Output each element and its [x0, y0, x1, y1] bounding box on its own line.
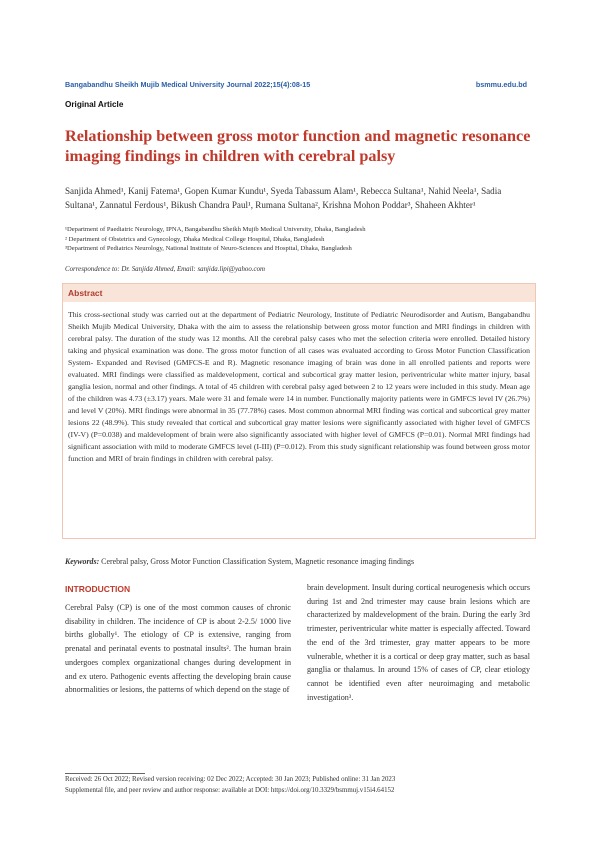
affiliation-1: ¹Department of Paediatric Neurology, IPNA, Bangabandhu Sheikh Mujib Medical University, Dhaka, Bangladesh [65, 226, 366, 233]
received-dates-note: Received: 26 Oct 2022; Revised version receiving: 02 Dec 2022; Accepted: 30 Jan 2023; Published online: 31 Jan 2023 [65, 776, 396, 783]
author-list: Sanjida Ahmed¹, Kanij Fatema¹, Gopen Kumar Kundu¹, Syeda Tabassum Alam¹, Rebecca Sultana¹, Nahid Neela¹, Sadia Sultana¹, Zannatul Ferdous¹, Bikush Chandra Paul¹, Rumana Sultana², Krishna Mohon Poddar³, Shaheen Akhter¹ [65, 186, 502, 210]
keywords-text: Cerebral palsy, Gross Motor Function Classification System, Magnetic resonance imaging findings [99, 557, 415, 566]
affiliation-3: ³Department of Pediatrics Neurology, National Institute of Neuro-Sciences and Hospital, Dhaka, Bangladesh [65, 245, 352, 252]
introduction-column-left: Cerebral Palsy (CP) is one of the most common causes of chronic disability in children. The incidence of CP is about 2-2.5/ 1000 live births globally¹. The etiology of CP is extensive, ranging from prenatal and perinatal events to postnatal insults². The human brain undergoes complex organizational changes during development in and ex utero. Pathogenic events affecting the developing brain cause abnormalities or lesions, the patterns of which depend on the stage of [65, 603, 291, 695]
introduction-heading: INTRODUCTION [65, 584, 131, 594]
journal-header: Bangabandhu Sheikh Mujib Medical University Journal 2022;15(4):08-15 [65, 80, 311, 89]
footer-divider [65, 773, 145, 774]
correspondence-line: Correspondence to: Dr. Sanjida Ahmed, Email: sanjida.lipi@yahoo.com [65, 266, 266, 273]
abstract-box [62, 283, 536, 539]
affiliation-2: ² Department of Obstetrics and Gynecology, Dhaka Medical College Hospital, Dhaka, Bangladesh [65, 236, 325, 243]
keywords-label: Keywords: [65, 557, 100, 566]
introduction-column-right: brain development. Insult during cortical neurogenesis which occurs during 1st and 2nd trimester may cause brain lesions which are characterized by maldevelopment of the brain. During the early 3rd trimester, periventricular white matter is especially affected. Toward the end of the 3rd trimester, gray matter appears to be more vulnerable, whether it is a cortical or deep gray matter, such as basal ganglia or thalamus. In around 15% of cases of CP, clear etiology cannot be identified even after neuroimaging and metabolic investigation³. [307, 583, 530, 702]
article-type-label: Original Article [65, 100, 124, 109]
keywords-line [65, 557, 414, 566]
abstract-text: This cross-sectional study was carried out at the department of Pediatric Neurology, Institute of Pediatric Neurodisorder and Autism, Bangabandhu Sheikh Mujib Medical University, Dhaka with the aim to assess the relationship between gross motor function and MRI findings in children with cerebral palsy. The duration of the study was 12 months. All the cerebral palsy cases who met the selection criteria were enrolled. Detailed history taking and physical examination was done. The gross motor function of all cases was evaluated according to Gross Motor Function Classification System- Expanded and Revised (GMFCS-E and R). Magnetic resonance imaging of brain was done in all enrolled patients and reports were evaluated. MRI findings were classified as maldevelopment, cortical and subcortical gray matter lesion, periventricular white matter injury, basal ganglia lesion, normal and other findings. A total of 45 children with cerebral palsy aged between 2 to 12 years were included in this study. Mean age of the children was 4.73 (±3.17) years. Male were 31 and female were 14 in number. Functionally majority patients were in GMFCS level IV (26.7%) and level V (20%). MRI findings were abnormal in 35 (77.78%) cases. Most common abnormal MRI finding was cortical and subcortical grey matter lesions 22 (48.9%). This study revealed that cortical and subcortical gray matter lesions were significantly associated with higher level of GMFCS (IV-V) (P=0.038) and maldevelopment of brain were also significantly associated with higher level of GMFCS (P=0.01). Normal MRI findings had significant association with mild to moderate GMFCS level (I-III) (P=0.012). From this study significant relationship was found between gross motor function and MRI of brain findings in children with cerebral palsy. [68, 310, 530, 463]
abstract-heading: Abstract [63, 284, 535, 302]
supplemental-doi-note[interactable]: Supplemental file, and peer review and author response: available at DOI: https://doi.org/10.3329/bsmmuj.v15i4.64152 [65, 787, 395, 794]
article-title: Relationship between gross motor function and magnetic resonance imaging findings in children with cerebral palsy [65, 127, 531, 165]
journal-website-link[interactable]: bsmmu.edu.bd [475, 80, 527, 89]
